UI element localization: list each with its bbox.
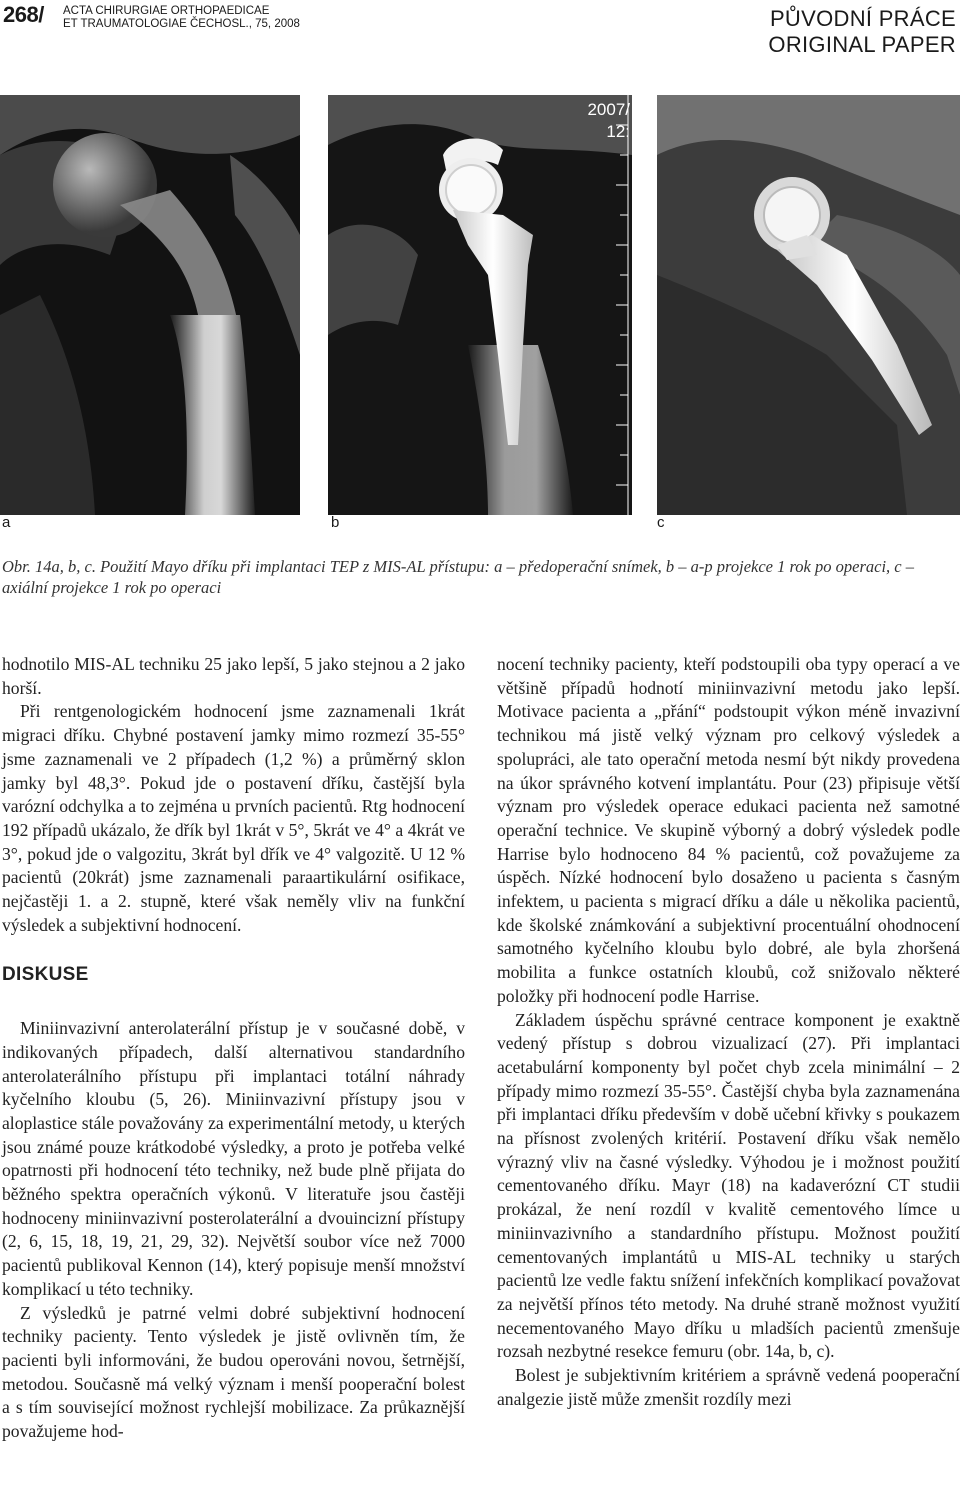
section-title-line1: PŮVODNÍ PRÁCE xyxy=(769,6,956,31)
xray-image-c xyxy=(657,95,960,515)
figure-label-a: a xyxy=(2,514,11,531)
paragraph: Bolest je subjektivním kritériem a správně vedená pooperační analgezie jistě může zmenšit rozdíly mezi xyxy=(497,1365,960,1409)
section-heading-diskuse: DISKUSE xyxy=(2,964,89,986)
page-header xyxy=(0,0,960,70)
xray-stamp-line2: 12: xyxy=(606,122,630,141)
figure-caption: Obr. 14a, b, c. Použití Mayo dříku při implantaci TEP z MIS-AL přístupu: a – předoperační snímek, b – a-p projekce 1 rok po operaci, c – axiální projekce 1 rok po operaci xyxy=(2,557,914,597)
paragraph: nocení techniky pacienty, kteří podstoupili oba typy operací a ve většině případů hodnotí miniinvazivní metodu jako lepší. Motivace pacienta a „přání“ podstoupit výkon méně invazivní technikou má jistě velký význam pro celkový výsledek a spolupráci, ale tato operační metoda nesmí být nikdy provedena na úkor správného kotvení implantátu. Pour (23) připisuje větší význam pro výsledek operace edukaci pacienta než samotné operační technice. Ve skupině výborný a dobrý výsledek podle Harrise bylo hodnoceno 84 % pacientů, což považujeme za úspěch. Nízké hodnocení bylo dosaženo u pacienta s časným infektem, u pacienta s migrací dříku a dále u několika pacientů, kde školské známkování a subjektivní procentuální ohodnocení samotného kyčelního kloubu bylo dobré, ale byla zhoršená mobilita a funkce ostatních kloubů, což snižovalo některé položky při hodnocení podle Harrise. xyxy=(497,654,960,1006)
left-column xyxy=(2,653,465,1444)
xray-image-a xyxy=(0,95,300,515)
figure-label-c: c xyxy=(657,514,665,531)
xray-date-stamp xyxy=(587,99,630,143)
page-number: 268/ xyxy=(3,2,44,27)
xray-image-b xyxy=(328,95,632,515)
right-column xyxy=(497,653,960,1412)
paragraph: Základem úspěchu správné centrace komponent je exaktně vedený přístup s dobrou vizualizací (27). Při implantaci acetabulární komponenty byl počet chyb zcela minimální – 2 případy mimo rozmezí 35-55°. Častější chyba byla zaznamenána při implantaci dříku především v době učební křivky s poukazem na přísnost zvolených kritérií. Postavení dříku však nemělo výrazný vliv na časné výsledky. Výhodou je i možnost použití cementovaného dříku. Mayr (18) na kadaverózní CT studii prokázal, že není rozdíl v kvalitě cementového límce u miniinvazivního a standardního přístupu. Možnost použití cementovaných implantátů u MIS-AL techniky u starých pacientů lze vedle faktu snížení infekčních komplikací považovat za největší přínos této metody. Na druhé straně možnost využití necementovaného Mayo dříku u mladších pacientů zmenšuje rozsah nezbytné resekce femuru (obr. 14a, b, c). xyxy=(497,1009,960,1362)
paragraph: hodnotilo MIS-AL techniku 25 jako lepší, 5 jako stejnou a 2 jako horší. xyxy=(2,654,465,698)
figure-label-b: b xyxy=(331,514,340,531)
journal-title-line1: ACTA CHIRURGIAE ORTHOPAEDICAE xyxy=(63,5,270,17)
section-title-line2: ORIGINAL PAPER xyxy=(768,32,956,57)
journal-title-line2: ET TRAUMATOLOGIAE ČECHOSL., 75, 2008 xyxy=(63,18,300,30)
paragraph: Miniinvazivní anterolaterální přístup je v současné době, v indikovaných případech, další alternativou standardního anterolaterálního přístupu při implantaci totální náhrady kyčelního kloubu (5, 26). Miniinvazivní přístupy jsou v aloplastice stále považovány za experimentální metody, u kterých jsou známé pouze krátkodobé výsledky, a proto je potřeba velké opatrnosti při hodnocení této techniky, než bude plně přijata do běžného spektra operačních výkonů. V literatuře jsou častěji hodnoceny miniinvazivní posterolaterální a dvouincizní přístupy (2, 6, 15, 18, 19, 21, 29, 32). Největší soubor více než 7000 pacientů publikoval Kennon (14), který popisuje menší množství komplikací u této techniky. xyxy=(2,1018,465,1299)
paragraph: Z výsledků je patrné velmi dobré subjektivní hodnocení techniky pacienty. Tento výsledek je jistě ovlivněn tím, že pacienti byli informováni, že budou operováni novou, šetrnější, metodou. Současně má velký význam i menší pooperační bolest a s tím související možnost rychlejší mobilizace. Za průkaznější považujeme hod- xyxy=(2,1302,465,1442)
section-title xyxy=(768,6,956,58)
xray-stamp-line1: 2007/ xyxy=(587,100,630,119)
paragraph: Při rentgenologickém hodnocení jsme zaznamenali 1krát migraci dříku. Chybné postavení jamky mimo rozmezí 35-55° jsme zaznamenali ve 2 případech (1,2 %) a průměrný sklon jamky byl 48,3°. Pokud jde o postavení dříku, častější byla varózní odchylka a to zejména u prvních pacientů. Rtg hodnocení 192 případů ukázalo, že dřík byl 1krát v 5°, 5krát ve 4° a 4krát ve 3°, pokud jde o valgozitu, 3krát byl dřík ve 4° valgozitě. U 12 % pacientů (20krát) jsme zaznamenali paraartikulární osifikace, nejčastěji 1. a 2. stupně, které však neměly vliv na funkční výsledek a subjektivní hodnocení. xyxy=(2,701,465,935)
journal-title xyxy=(63,5,300,31)
